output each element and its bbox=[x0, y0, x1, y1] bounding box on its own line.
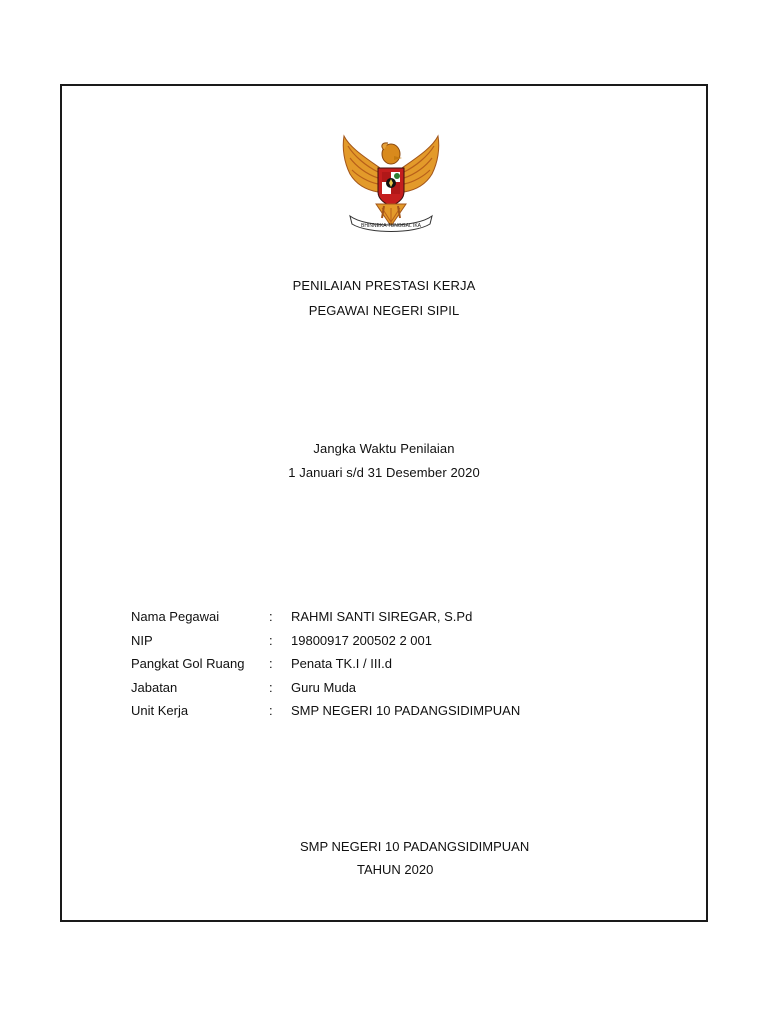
info-row-unit-kerja bbox=[131, 699, 520, 723]
field-label: Jabatan bbox=[131, 679, 178, 695]
info-row-jabatan bbox=[131, 676, 520, 700]
field-separator: : bbox=[269, 703, 273, 719]
info-row-nip bbox=[131, 629, 520, 653]
field-value: Penata TK.I / III.d bbox=[291, 656, 392, 672]
svg-text:BHINNEKA TUNGGAL IKA: BHINNEKA TUNGGAL IKA bbox=[360, 223, 422, 229]
footer-year: TAHUN 2020 bbox=[357, 862, 434, 877]
footer-institution: SMP NEGERI 10 PADANGSIDIMPUAN bbox=[300, 839, 530, 854]
period-label: Jangka Waktu Penilaian bbox=[313, 441, 455, 456]
employee-info-table bbox=[131, 605, 520, 723]
field-value: Guru Muda bbox=[291, 679, 357, 695]
period-value: 1 Januari s/d 31 Desember 2020 bbox=[288, 465, 480, 480]
info-row-pangkat bbox=[131, 652, 520, 676]
info-row-nama bbox=[131, 605, 520, 629]
field-label: Unit Kerja bbox=[131, 703, 189, 719]
field-label: NIP bbox=[131, 632, 153, 648]
field-separator: : bbox=[269, 609, 273, 625]
field-value: RAHMI SANTI SIREGAR, S.Pd bbox=[291, 609, 473, 625]
field-value: SMP NEGERI 10 PADANGSIDIMPUAN bbox=[291, 703, 521, 719]
field-separator: : bbox=[269, 632, 273, 648]
field-label: Pangkat Gol Ruang bbox=[131, 656, 245, 672]
field-separator: : bbox=[269, 656, 273, 672]
document-title-line2: PEGAWAI NEGERI SIPIL bbox=[308, 303, 460, 318]
field-value: 19800917 200502 2 001 bbox=[291, 632, 432, 648]
garuda-emblem-icon bbox=[336, 128, 446, 240]
field-separator: : bbox=[269, 679, 273, 695]
field-label: Nama Pegawai bbox=[131, 609, 220, 625]
document-title-line1: PENILAIAN PRESTASI KERJA bbox=[292, 278, 476, 293]
